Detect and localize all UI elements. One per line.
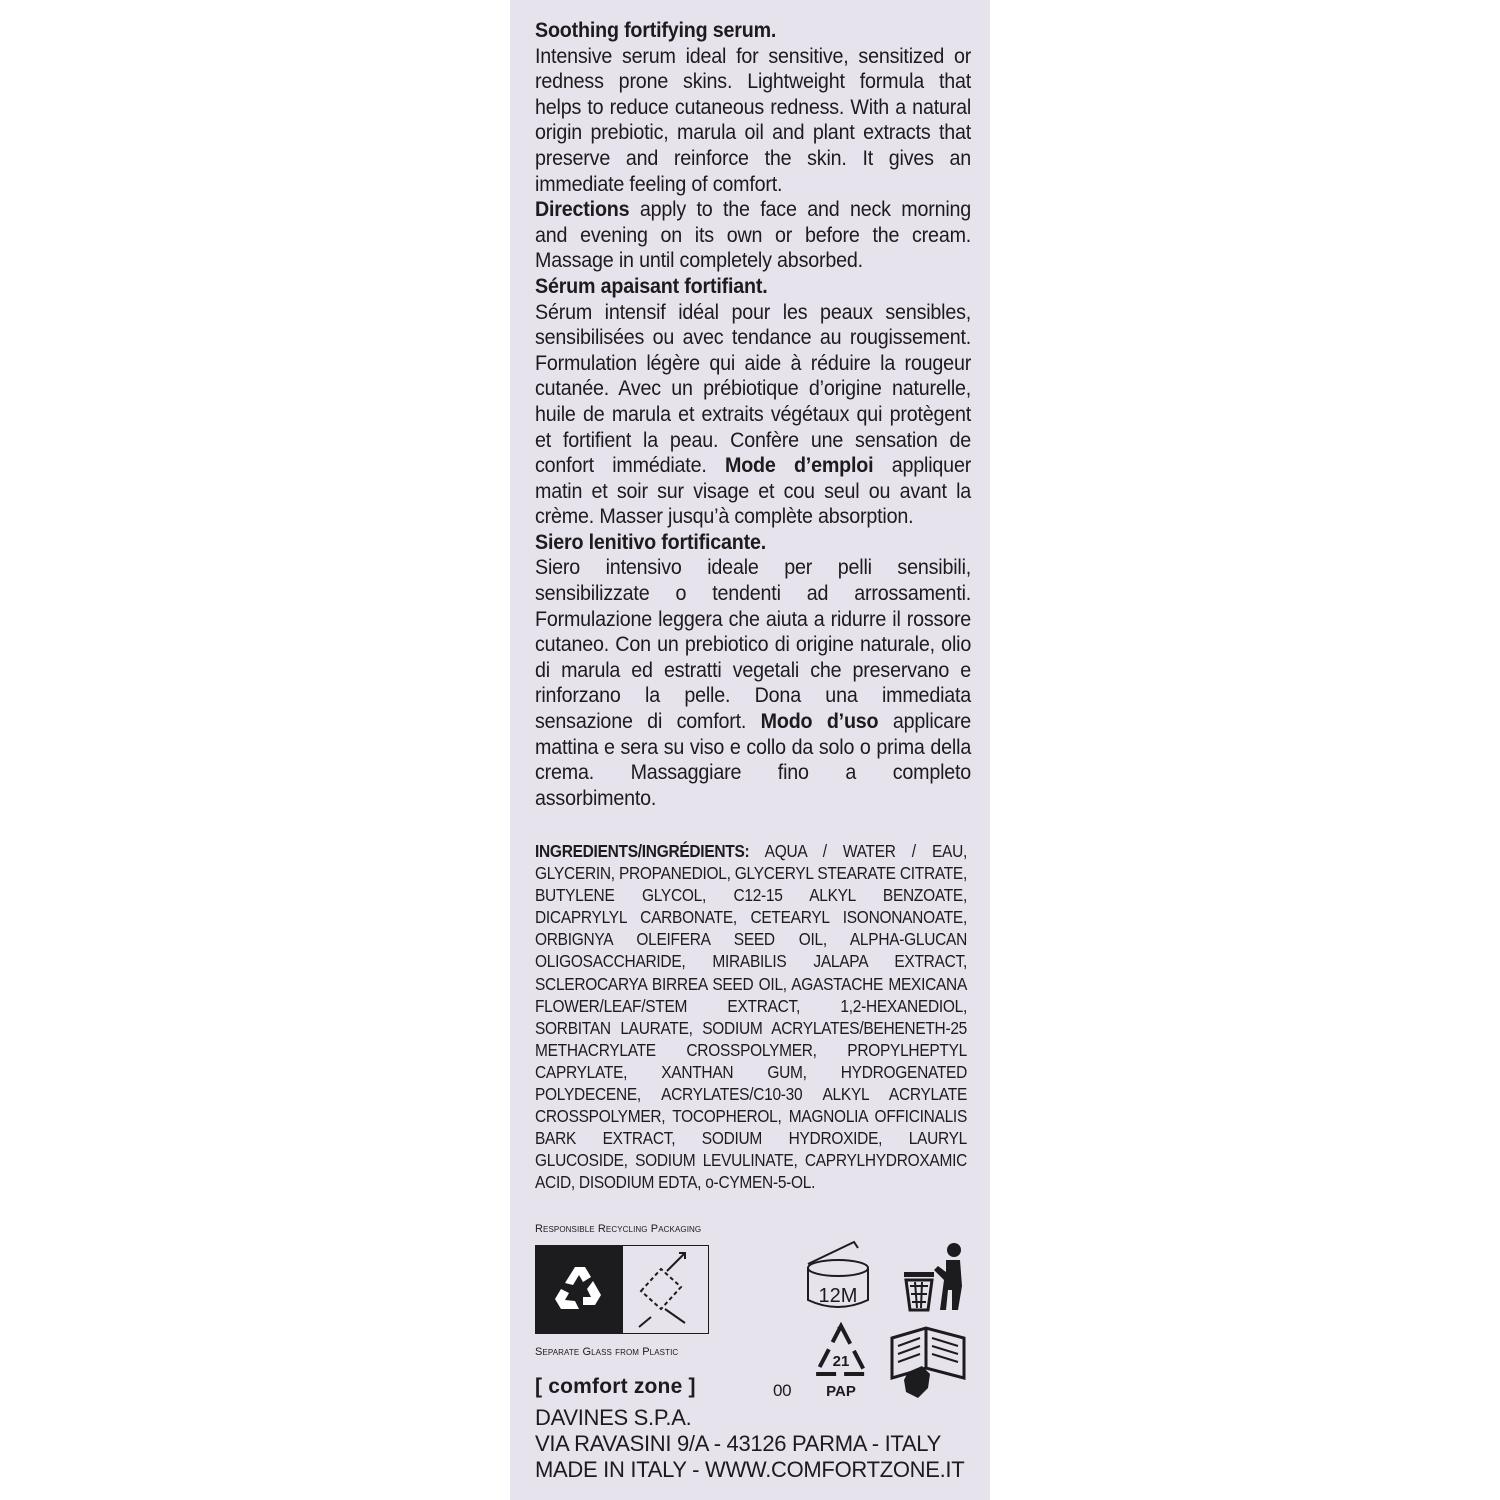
italian-description: Siero intensivo ideale per pelli sensibili, sensibilizzate o tendenti ad arrossamenti. Formulazione leggera che aiuta a ridurre il rossore cutaneo. Con un prebiotico di origine naturale, olio di marula ed estratti vegetali che preservano e rinforzano la pelle. Dona una immediata sensazione di comfort. (535, 555, 972, 734)
italian-title: Siero lenitivo fortificante. (535, 529, 767, 554)
english-directions-label: Directions (535, 197, 630, 222)
separate-glass-icon-box (623, 1246, 709, 1334)
read-leaflet-icon (886, 1322, 970, 1400)
pao-label: 12M (818, 1285, 858, 1307)
ingredients-list (535, 840, 967, 1194)
recycle-icon-box (536, 1246, 623, 1334)
recycling-caption: Separate Glass from Plastic (535, 1346, 679, 1358)
french-directions: appliquer matin et soir sur visage et cou seul ou avant la crème. Masser jusqu’à complète absorption. (535, 453, 972, 529)
english-directions: apply to the face and neck morning and evening on its own or before the cream. Massage in until completely absorbed. (535, 197, 972, 273)
english-section (535, 18, 971, 274)
label-text (535, 18, 971, 811)
brand-logo: [ comfort zone ] (535, 1375, 696, 1398)
bin-disposal-icon (900, 1240, 970, 1312)
english-description: Intensive serum ideal for sensitive, sensitized or redness prone skins. Lightweight formula that helps to reduce cutaneous redness. With a natural origin prebiotic, marula oil and plant extracts that preserve and reinforce the skin. It gives an immediate feeling of comfort. (535, 43, 972, 196)
recycling-heading: Responsible Recycling Packaging (535, 1223, 702, 1235)
batch-code: 00 (773, 1381, 792, 1400)
ingredients-text: AQUA / WATER / EAU, GLYCERIN, PROPANEDIOL, GLYCERYL STEARATE CITRATE, BUTYLENE GLYCOL, C12-15 ALKYL BENZOATE, DICAPRYLYL CARBONATE, CETEARYL ISONONANOATE, ORBIGNYA OLEIFERA SEED OIL, ALPHA-GLUCAN OLIGOSACCHARIDE, MIRABILIS JALAPA EXTRACT, SCLEROCARYA BIRREA SEED OIL, AGASTACHE MEXICANA FLOWER/LEAF/STEM EXTRACT, 1,2-HEXANEDIOL, SORBITAN LAURATE, SODIUM ACRYLATES/BEHENETH-25 METHACRYLATE CROSSPOLYMER, PROPYLHEPTYL CAPRYLATE, XANTHAN GUM, HYDROGENATED POLYDECENE, ACRYLATES/C10-30 ALKYL ACRYLATE CROSSPOLYMER, TOCOPHEROL, MAGNOLIA OFFICINALIS BARK EXTRACT, SODIUM HYDROXIDE, LAURYL GLUCOSIDE, SODIUM LEVULINATE, CAPRYLHYDROXAMIC ACID, DISODIUM EDTA, o-CYMEN-5-OL. (535, 841, 967, 1193)
ingredients-label: INGREDIENTS/INGRÉDIENTS: (535, 841, 750, 861)
italian-directions: applicare mattina e sera su viso e collo da solo o prima della crema. Massaggiare fino a completo assorbimento. (535, 709, 972, 810)
company-address: VIA RAVASINI 9/A - 43126 PARMA - ITALY (535, 1431, 941, 1456)
english-title: Soothing fortifying serum. (535, 18, 777, 42)
resin-label: PAP (826, 1383, 856, 1400)
italian-section (535, 530, 971, 812)
italian-directions-label: Modo d’uso (746, 709, 879, 734)
french-description: Sérum intensif idéal pour les peaux sensibles, sensibilisées ou avec tendance au rougissement. Formulation légère qui aide à réduire la rougeur cutanée. Avec un prébiotique d’origine naturelle, huile de marula et extraits végétaux qui protègent et fortifient la peau. Confère une sensation de confort immédiate. (535, 299, 972, 478)
recycle-21-pap-icon (808, 1322, 874, 1402)
pao-jar-icon (802, 1234, 874, 1314)
french-title: Sérum apaisant fortifiant. (535, 273, 768, 298)
company-name: DAVINES S.P.A. (535, 1405, 692, 1430)
resin-code: 21 (832, 1353, 850, 1370)
french-section (535, 274, 971, 530)
recycling-panel (535, 1245, 709, 1334)
made-in-italy: MADE IN ITALY - WWW.COMFORTZONE.IT (535, 1457, 965, 1482)
french-directions-label: Mode d’emploi (706, 453, 874, 478)
